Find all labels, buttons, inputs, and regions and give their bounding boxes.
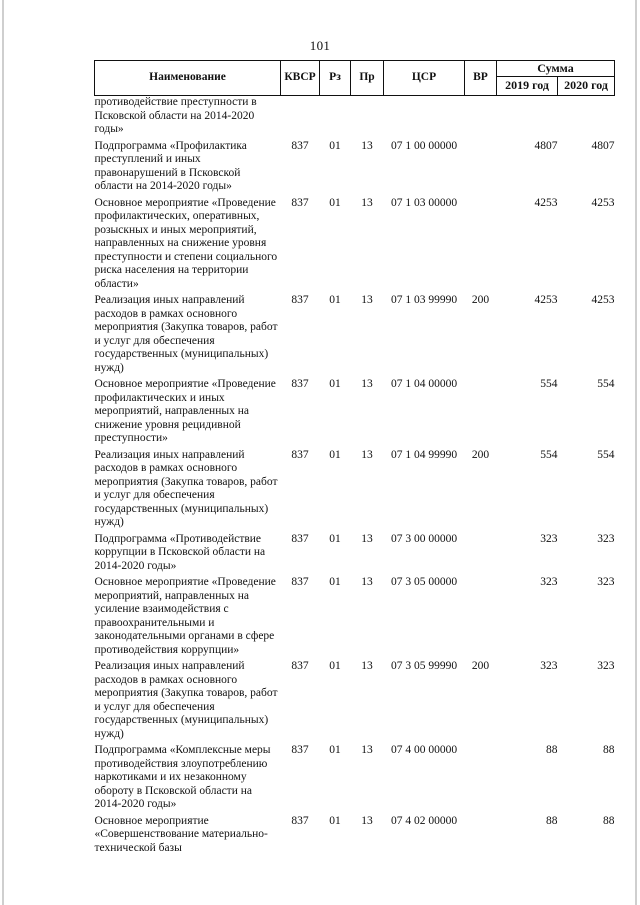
cell-rz: 01	[329, 576, 341, 588]
cell-pr: 13	[361, 139, 373, 152]
cell-y2019: 554	[540, 378, 558, 390]
header-rz: Рз	[320, 61, 351, 96]
table-row	[95, 449, 615, 533]
cell-ksvr: 837	[291, 744, 309, 756]
cell-vr: 200	[471, 660, 490, 672]
table-row	[95, 197, 615, 295]
header-sum: Сумма	[497, 61, 615, 77]
cell-pr: 13	[361, 378, 373, 390]
cell-csr: 07 3 05 00000	[390, 576, 458, 588]
cell-y2019: 4253	[534, 294, 558, 306]
cell-ksvr: 837	[291, 139, 309, 152]
cell-name: Основное мероприятие «Проведение профилактических, оперативных, розыскных и иных мероприятий, направленных на снижение уровня преступности и степени социального риска населения на территории области»	[94, 196, 278, 290]
cell-vr	[465, 378, 497, 449]
cell-csr: 07 1 00 00000	[390, 139, 458, 152]
table-header	[95, 61, 615, 96]
cell-vr	[465, 815, 497, 859]
cell-name: Подпрограмма «Комплексные меры противодействия злоупотреблению наркотиками и их незаконному обороту в Псковской области на 2014-2020 годы»	[94, 744, 271, 810]
cell-pr: 13	[361, 294, 373, 306]
cell-y2020: 4807	[591, 139, 615, 152]
cell-name: Основное мероприятие «Проведение мероприятий, направленных на усиление взаимодействия с правоохранительными и законодательными органами в сфере противодействия коррупции»	[94, 576, 276, 656]
cell-y2020: 88	[603, 744, 615, 756]
cell-rz: 01	[329, 139, 341, 152]
cell-pr: 13	[361, 814, 373, 827]
table-row	[95, 576, 615, 660]
cell-y2020: 88	[603, 814, 615, 827]
cell-pr: 13	[361, 744, 373, 756]
cell-name: Подпрограмма «Противодействие коррупции в Псковской области на 2014-2020 годы»	[94, 532, 266, 572]
cell-y2020: 323	[597, 576, 615, 588]
cell-y2019: 88	[546, 744, 558, 756]
cell-y2020: 323	[597, 532, 615, 545]
cell-csr: 07 4 00 00000	[390, 744, 458, 756]
cell-y2019: 323	[540, 660, 558, 672]
cell-rz: 01	[329, 660, 341, 672]
cell-name: Подпрограмма «Профилактика преступлений и иных правонарушений в Псковской области на 2014-2020 годы»	[94, 139, 247, 192]
table-body	[95, 96, 615, 859]
cell-y2019: 554	[540, 448, 558, 461]
cell-ksvr: 837	[291, 378, 309, 390]
cell-rz: 01	[329, 814, 341, 827]
budget-table	[94, 60, 615, 858]
scan-edge-left	[2, 0, 4, 905]
cell-name: Реализация иных направлений расходов в рамках основного мероприятия (Закупка товаров, работ и услуг для обеспечения государственных (муниципальных) нужд)	[94, 294, 278, 374]
cell-csr	[384, 96, 465, 140]
cell-name: противодействие преступности в Псковской области на 2014-2020 годы»	[94, 96, 257, 135]
cell-y2020: 554	[597, 378, 615, 390]
cell-name: Основное мероприятие «Проведение профилактических и иных мероприятий, направленных на снижение уровня рецидивной преступности»	[94, 378, 276, 444]
cell-rz: 01	[329, 378, 341, 390]
cell-y2020: 4253	[591, 294, 615, 306]
cell-vr	[465, 744, 497, 815]
cell-ksvr: 837	[291, 814, 309, 827]
header-year-2019: 2019 год	[497, 77, 558, 96]
cell-csr: 07 3 00 00000	[390, 532, 458, 545]
cell-rz: 01	[329, 448, 341, 461]
cell-vr	[465, 197, 497, 295]
cell-vr: 200	[471, 448, 490, 461]
cell-rz: 01	[329, 744, 341, 756]
cell-csr: 07 1 03 00000	[390, 196, 458, 209]
header-csr: ЦСР	[384, 61, 465, 96]
cell-y2020: 323	[597, 660, 615, 672]
cell-y2020	[558, 96, 615, 140]
table-row	[95, 815, 615, 859]
cell-y2020: 4253	[591, 196, 615, 209]
cell-csr: 07 1 04 00000	[390, 378, 458, 390]
cell-y2019: 323	[540, 576, 558, 588]
cell-ksvr: 837	[291, 532, 309, 545]
cell-rz: 01	[329, 196, 341, 209]
cell-name: Реализация иных направлений расходов в рамках основного мероприятия (Закупка товаров, работ и услуг для обеспечения государственных (муниципальных) нужд)	[94, 660, 278, 740]
cell-y2019	[497, 96, 558, 140]
page-number: 101	[309, 38, 331, 53]
cell-vr	[465, 576, 497, 660]
cell-csr: 07 1 04 99990	[390, 448, 458, 461]
cell-csr: 07 3 05 99990	[390, 660, 458, 672]
cell-y2019: 4253	[534, 196, 558, 209]
cell-pr	[351, 96, 384, 140]
cell-name: Реализация иных направлений расходов в рамках основного мероприятия (Закупка товаров, работ и услуг для обеспечения государственных (муниципальных) нужд)	[94, 448, 278, 528]
table-row	[95, 744, 615, 815]
cell-pr: 13	[361, 196, 373, 209]
cell-ksvr: 837	[291, 448, 309, 461]
cell-vr	[465, 140, 497, 197]
cell-ksvr: 837	[291, 196, 309, 209]
cell-ksvr: 837	[291, 294, 309, 306]
cell-vr	[465, 533, 497, 577]
header-ksvr: КВСР	[281, 61, 320, 96]
cell-vr: 200	[471, 294, 490, 306]
cell-y2019: 4807	[534, 139, 558, 152]
header-year-2020: 2020 год	[558, 77, 615, 96]
table-row	[95, 533, 615, 577]
header-name: Наименование	[95, 61, 281, 96]
cell-pr: 13	[361, 576, 373, 588]
cell-csr: 07 1 03 99990	[390, 294, 458, 306]
cell-y2019: 88	[546, 814, 558, 827]
cell-pr: 13	[361, 448, 373, 461]
cell-y2020: 554	[597, 448, 615, 461]
cell-y2019: 323	[540, 532, 558, 545]
cell-rz: 01	[329, 532, 341, 545]
cell-pr: 13	[361, 660, 373, 672]
cell-rz	[320, 96, 351, 140]
table-row	[95, 140, 615, 197]
cell-ksvr	[281, 96, 320, 140]
cell-name: Основное мероприятие «Совершенствование материально-технической базы	[94, 814, 268, 854]
cell-ksvr: 837	[291, 576, 309, 588]
cell-vr	[465, 96, 497, 140]
header-pr: Пр	[351, 61, 384, 96]
header-vr: ВР	[465, 61, 497, 96]
table-row	[95, 294, 615, 378]
cell-ksvr: 837	[291, 660, 309, 672]
cell-csr: 07 4 02 00000	[390, 814, 458, 827]
scan-edge-right	[635, 0, 637, 905]
table-row	[95, 660, 615, 744]
cell-rz: 01	[329, 294, 341, 306]
table-row	[95, 96, 615, 140]
cell-pr: 13	[361, 532, 373, 545]
table-row	[95, 378, 615, 449]
